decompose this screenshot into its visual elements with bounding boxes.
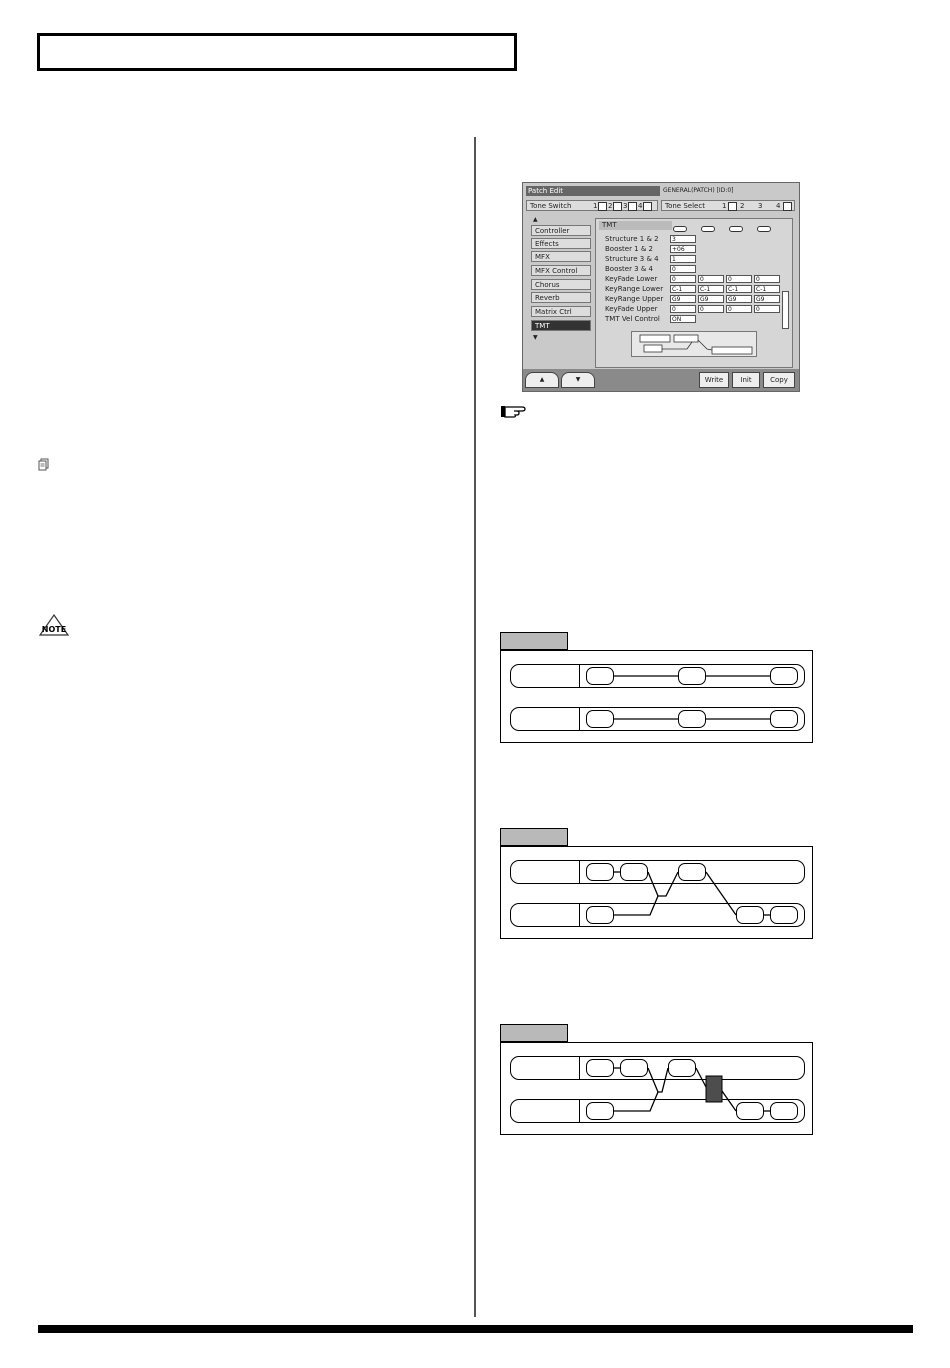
diagram-1-connectors — [501, 651, 814, 744]
sidebar-up-arrow-icon[interactable]: ▲ — [533, 216, 538, 223]
tone-switch-row: Tone Switch 1 2 3 4 — [526, 200, 658, 211]
param-value[interactable]: C-1 — [726, 285, 752, 293]
param-value[interactable]: C-1 — [670, 285, 696, 293]
panel-title: TMT — [599, 221, 672, 230]
diagram-3-connectors — [501, 1043, 814, 1136]
diagram-node — [586, 906, 614, 924]
tone-4-icon — [757, 226, 771, 232]
diagram-3 — [500, 1042, 813, 1135]
diagram-node — [620, 1059, 648, 1077]
header-box — [37, 33, 517, 71]
svg-text:NOTE: NOTE — [41, 625, 67, 634]
tone-select-check-4[interactable] — [783, 202, 792, 211]
diagram-3-highlight-block — [706, 1076, 722, 1102]
diagram-node — [678, 710, 706, 728]
tone-select-label: Tone Select — [665, 202, 705, 210]
param-value[interactable]: G9 — [754, 295, 780, 303]
screen-title: Patch Edit — [526, 186, 660, 196]
diagram-2-tab — [500, 828, 568, 846]
diagram-1-tab — [500, 632, 568, 650]
param-value[interactable]: C-1 — [754, 285, 780, 293]
tone-1-icon — [673, 226, 687, 232]
tone-switch-check-1[interactable] — [598, 202, 607, 211]
tone-2-icon — [701, 226, 715, 232]
diagram-node — [586, 667, 614, 685]
tone-select-check-1[interactable] — [728, 202, 737, 211]
sidebar-down-arrow-icon[interactable]: ▼ — [533, 334, 538, 341]
diagram-node — [678, 863, 706, 881]
param-label: KeyFade Upper — [605, 305, 658, 313]
param-label: TMT Vel Control — [605, 315, 660, 323]
panel-scrollbar[interactable] — [782, 291, 789, 329]
diagram-node — [678, 667, 706, 685]
param-value[interactable]: G9 — [726, 295, 752, 303]
param-value[interactable]: 0 — [754, 305, 780, 313]
sidebar-item-tmt[interactable]: TMT — [531, 320, 591, 331]
diagram-node — [736, 906, 764, 924]
sidebar-item-mfx-control[interactable]: MFX Control — [531, 265, 591, 276]
param-label: Structure 1 & 2 — [605, 235, 659, 243]
diagram-node — [668, 1059, 696, 1077]
init-button[interactable]: Init — [732, 372, 760, 388]
write-button[interactable]: Write — [699, 372, 729, 388]
tone-switch-check-2[interactable] — [613, 202, 622, 211]
param-value[interactable]: 0 — [754, 275, 780, 283]
diagram-2 — [500, 846, 813, 939]
sidebar-item-chorus[interactable]: Chorus — [531, 279, 591, 290]
footer-rule — [38, 1325, 913, 1333]
diagram-node — [620, 863, 648, 881]
param-value[interactable]: 0 — [670, 265, 696, 273]
param-value[interactable]: C-1 — [698, 285, 724, 293]
diagram-node — [770, 710, 798, 728]
param-value[interactable]: 3 — [670, 235, 696, 243]
diagram-node — [586, 1059, 614, 1077]
copy-button[interactable]: Copy — [763, 372, 795, 388]
diagram-node — [586, 1102, 614, 1120]
tone-3-icon — [729, 226, 743, 232]
param-label: Booster 1 & 2 — [605, 245, 653, 253]
sidebar-item-mfx[interactable]: MFX — [531, 251, 591, 262]
tone-switch-check-3[interactable] — [628, 202, 637, 211]
sidebar-item-effects[interactable]: Effects — [531, 238, 591, 249]
param-value[interactable]: 0 — [670, 305, 696, 313]
diagram-node — [586, 863, 614, 881]
param-value[interactable]: 0 — [726, 275, 752, 283]
diagram-3-tab — [500, 1024, 568, 1042]
column-divider — [474, 137, 476, 1317]
tone-switch-label: Tone Switch — [530, 202, 572, 210]
param-value[interactable]: 0 — [726, 305, 752, 313]
param-label: KeyRange Upper — [605, 295, 664, 303]
diagram-node — [736, 1102, 764, 1120]
param-label: KeyRange Lower — [605, 285, 664, 293]
param-value[interactable]: +06 — [670, 245, 696, 253]
sidebar-item-matrix-ctrl[interactable]: Matrix Ctrl — [531, 306, 591, 317]
memo-icon — [38, 458, 50, 477]
note-icon — [38, 613, 70, 642]
structure-diagram — [631, 331, 757, 357]
param-value[interactable]: 0 — [698, 305, 724, 313]
diagram-node — [770, 667, 798, 685]
diagram-node — [770, 906, 798, 924]
page-up-icon[interactable]: ▲ — [525, 372, 559, 388]
param-value[interactable]: G9 — [670, 295, 696, 303]
diagram-1 — [500, 650, 813, 743]
sidebar-item-reverb[interactable]: Reverb — [531, 292, 591, 303]
pointing-hand-icon — [500, 403, 528, 424]
param-value[interactable]: ON — [670, 315, 696, 323]
screen-subtitle: GENERAL(PATCH) [ID:0] — [663, 187, 734, 194]
page-down-icon[interactable]: ▼ — [561, 372, 595, 388]
tone-select-row: Tone Select 1 2 3 4 — [661, 200, 795, 211]
param-value[interactable]: 1 — [670, 255, 696, 263]
param-value[interactable]: G9 — [698, 295, 724, 303]
param-label: KeyFade Lower — [605, 275, 658, 283]
diagram-2-connectors — [501, 847, 814, 940]
param-value[interactable]: 0 — [698, 275, 724, 283]
diagram-node — [770, 1102, 798, 1120]
sidebar-item-controller[interactable]: Controller — [531, 225, 591, 236]
tone-switch-check-4[interactable] — [643, 202, 652, 211]
param-label: Booster 3 & 4 — [605, 265, 653, 273]
param-value[interactable]: 0 — [670, 275, 696, 283]
param-label: Structure 3 & 4 — [605, 255, 659, 263]
diagram-node — [586, 710, 614, 728]
patch-edit-screen — [522, 182, 800, 392]
